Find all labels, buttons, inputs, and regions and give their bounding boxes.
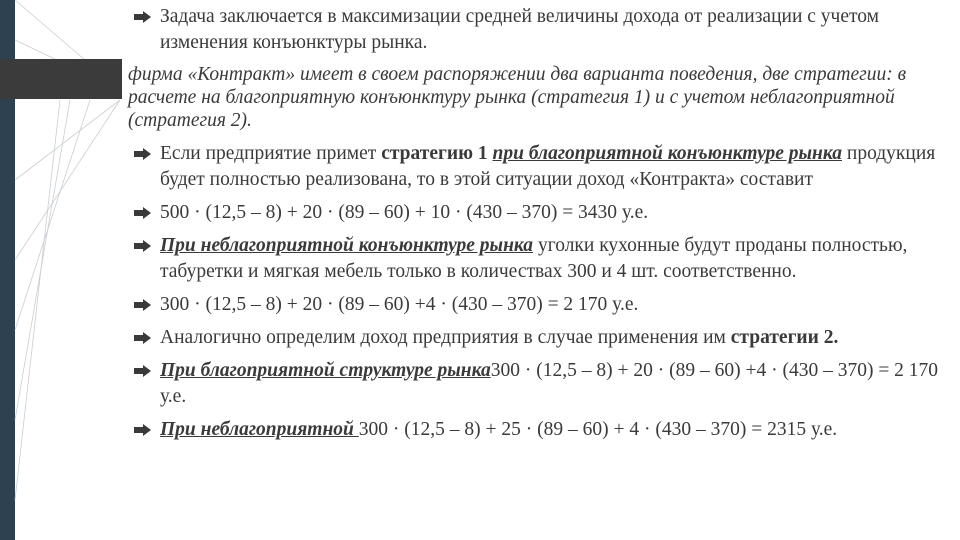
arrow-bullet-icon [134,325,160,351]
arrow-bullet-icon [134,417,160,443]
calc-1-text: 500 · (12,5 – 8) + 20 · (89 – 60) + 10 · (430 – 370) = 3430 у.е. [160,202,649,223]
arrow-bullet-icon [134,233,160,259]
unfavorable-text [160,233,944,285]
bullet-calc-1 [134,200,944,226]
bullet-strategy-2 [134,325,944,351]
text-part: Если предприятие примет [160,143,382,164]
text-part: уголки кухонные будут проданы полностью, табуретки и мягкая мебель только в количествах 300 и 4 шт. соответственно. [160,235,908,282]
arrow-bullet-icon [134,4,160,30]
unfavorable-2-text [160,417,944,443]
strategy-paragraph: фирма «Контракт» имеет в своем распоряжении два варианта поведения, две стратегии: в расчете на благоприятную конъюнктуру рынка (стратегия 1) и с учетом неблагоприятной (стратегия 2). [128,64,907,131]
bullet-calc-2 [134,292,944,318]
underlined-part: При благоприятной структуре рынка [160,360,491,381]
bullet-intro [134,4,944,56]
slide-content [128,4,944,450]
text-part: Аналогично определим доход предприятия в случае применения им [160,327,731,348]
bullet-favorable-structure [134,358,944,410]
calc-2-text: 300 · (12,5 – 8) + 20 · (89 – 60) +4 · (430 – 370) = 2 170 у.е. [160,294,639,315]
bold-part: стратегию 1 [381,143,488,164]
arrow-bullet-icon [134,200,160,226]
bullet-unfavorable [134,233,944,285]
arrow-bullet-icon [134,292,160,318]
bold-part: стратегии 2. [730,327,839,348]
favorable-structure-text [160,358,944,410]
text-part: 300 · (12,5 – 8) + 25 · (89 – 60) + 4 · (430 – 370) = 2315 у.е. [358,419,838,440]
intro-text: Задача заключается в максимизации средней величины дохода от реализации с учетом изменения конъюнктуры рынка. [160,6,879,53]
strategy-1-text [160,141,944,193]
text-part: продукция будет полностью реализована, то в этой ситуации доход «Контракта» составит [160,143,936,190]
underlined-part: При неблагоприятной конъюнктуре рынка [160,235,534,256]
text-part: 300 · (12,5 – 8) + 20 · (89 – 60) +4 · (430 – 370) = 2 170 у.е. [160,360,939,407]
bullet-unfavorable-2 [134,417,944,443]
underlined-part: При неблагоприятной [160,419,359,440]
underlined-part: при благоприятной конъюнктуре рынка [492,143,843,164]
bullet-strategy-1 [134,141,944,193]
strategy-2-text [160,325,944,351]
title-tab [0,59,122,99]
arrow-bullet-icon [134,141,160,167]
arrow-bullet-icon [134,358,160,384]
